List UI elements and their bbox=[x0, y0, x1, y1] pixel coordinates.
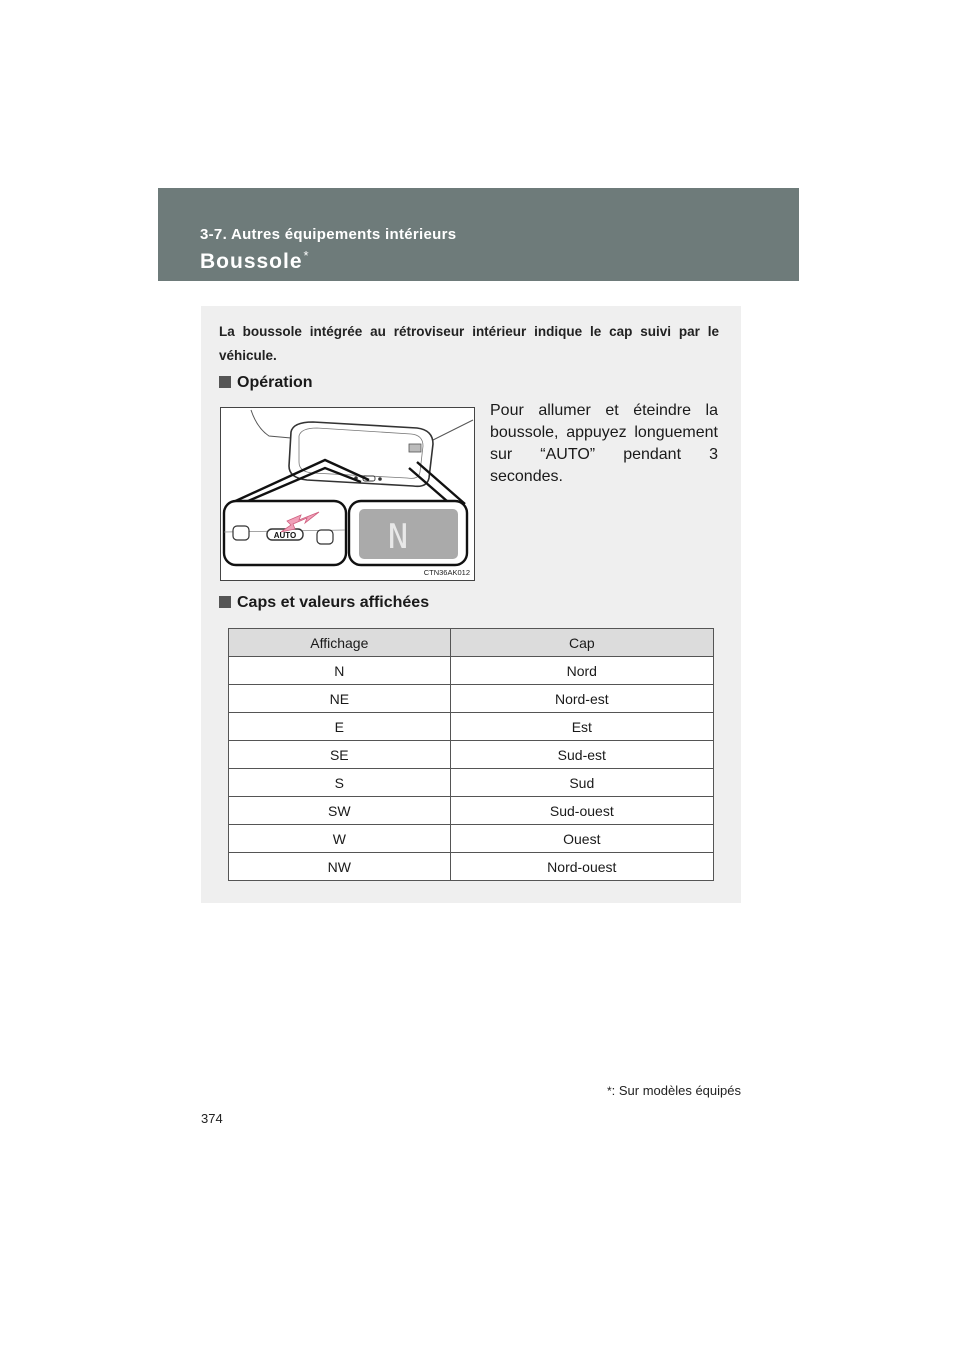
column-header-affichage: Affichage bbox=[229, 629, 451, 657]
display-cell: N bbox=[229, 657, 451, 685]
caps-table bbox=[228, 628, 714, 881]
display-cell: SW bbox=[229, 797, 451, 825]
page-title bbox=[200, 248, 310, 274]
heading-cell: Est bbox=[450, 713, 713, 741]
caps-heading bbox=[219, 594, 429, 612]
table-row bbox=[229, 685, 714, 713]
page-number: 374 bbox=[201, 1111, 223, 1126]
display-cell: NW bbox=[229, 853, 451, 881]
title-asterisk: * bbox=[303, 248, 310, 263]
table-header-row bbox=[229, 629, 714, 657]
square-bullet-icon bbox=[219, 596, 231, 608]
column-header-cap: Cap bbox=[450, 629, 713, 657]
heading-cell: Nord bbox=[450, 657, 713, 685]
caps-heading-text: Caps et valeurs affichées bbox=[237, 594, 430, 611]
heading-cell: Sud-ouest bbox=[450, 797, 713, 825]
operation-heading-text: Opération bbox=[237, 374, 313, 391]
chapter-header-band bbox=[158, 188, 799, 281]
display-cell: W bbox=[229, 825, 451, 853]
display-cell: SE bbox=[229, 741, 451, 769]
rearview-mirror-icon bbox=[221, 408, 474, 580]
compass-display-letter: N bbox=[387, 517, 409, 557]
mirror-illustration bbox=[220, 407, 475, 581]
footnote bbox=[607, 1083, 741, 1098]
heading-cell: Nord-est bbox=[450, 685, 713, 713]
heading-cell: Ouest bbox=[450, 825, 713, 853]
table-row bbox=[229, 797, 714, 825]
figure-code: CTN36AK012 bbox=[423, 568, 470, 577]
table-row bbox=[229, 741, 714, 769]
table-row bbox=[229, 769, 714, 797]
operation-text: Pour allumer et éteindre la boussole, appuyez longuement sur “AUTO” pendant 3 secondes. bbox=[490, 402, 718, 485]
footnote-text: : Sur modèles équipés bbox=[611, 1083, 741, 1098]
section-label: 3-7. Autres équipements intérieurs bbox=[200, 226, 457, 243]
table-row bbox=[229, 825, 714, 853]
content-box bbox=[201, 306, 741, 903]
square-bullet-icon bbox=[219, 376, 231, 388]
heading-cell: Sud bbox=[450, 769, 713, 797]
page-title-text: Boussole bbox=[200, 250, 303, 273]
display-cell: E bbox=[229, 713, 451, 741]
footnote-asterisk: * bbox=[606, 1084, 612, 1098]
table-row bbox=[229, 713, 714, 741]
operation-heading bbox=[219, 374, 313, 392]
display-cell: S bbox=[229, 769, 451, 797]
table-row bbox=[229, 853, 714, 881]
table-row bbox=[229, 657, 714, 685]
heading-cell: Sud-est bbox=[450, 741, 713, 769]
auto-button-label: AUTO bbox=[273, 531, 297, 540]
intro-paragraph: La boussole intégrée au rétroviseur intérieur indique le cap suivi par le véhicule. bbox=[219, 324, 719, 363]
heading-cell: Nord-ouest bbox=[450, 853, 713, 881]
display-cell: NE bbox=[229, 685, 451, 713]
